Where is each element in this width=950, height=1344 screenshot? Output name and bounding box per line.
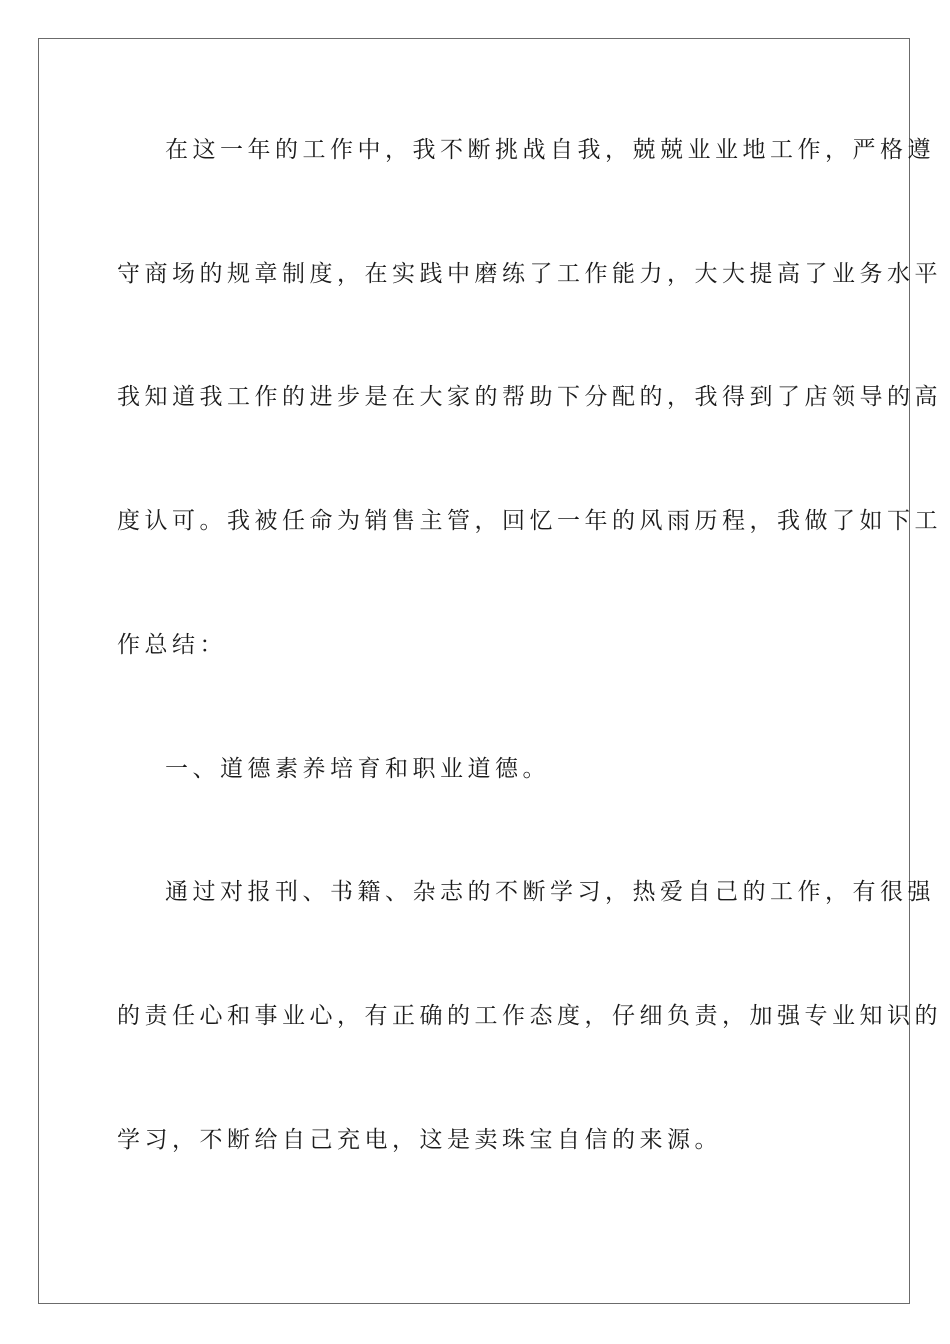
section-heading-1: 一、道德素养培育和职业道德。	[165, 756, 550, 782]
paragraph-1-line-2: 守商场的规章制度，在实践中磨练了工作能力，大大提高了业务水平	[117, 261, 942, 287]
paragraph-1-line-5: 作总结：	[117, 632, 227, 658]
paragraph-2-line-2: 的责任心和事业心，有正确的工作态度，仔细负责，加强专业知识的	[117, 1003, 942, 1029]
paragraph-1-line-3: 我知道我工作的进步是在大家的帮助下分配的，我得到了店领导的高	[117, 384, 942, 410]
paragraph-1-line-1: 在这一年的工作中，我不断挑战自我，兢兢业业地工作，严格遵	[165, 137, 935, 163]
page-frame	[38, 38, 942, 1304]
paragraph-2-line-1: 通过对报刊、书籍、杂志的不断学习，热爱自己的工作，有很强	[165, 879, 935, 905]
paragraph-2-line-3: 学习，不断给自己充电，这是卖珠宝自信的来源。	[117, 1127, 722, 1153]
paragraph-1-line-4: 度认可。我被任命为销售主管，回忆一年的风雨历程，我做了如下工	[117, 508, 942, 534]
